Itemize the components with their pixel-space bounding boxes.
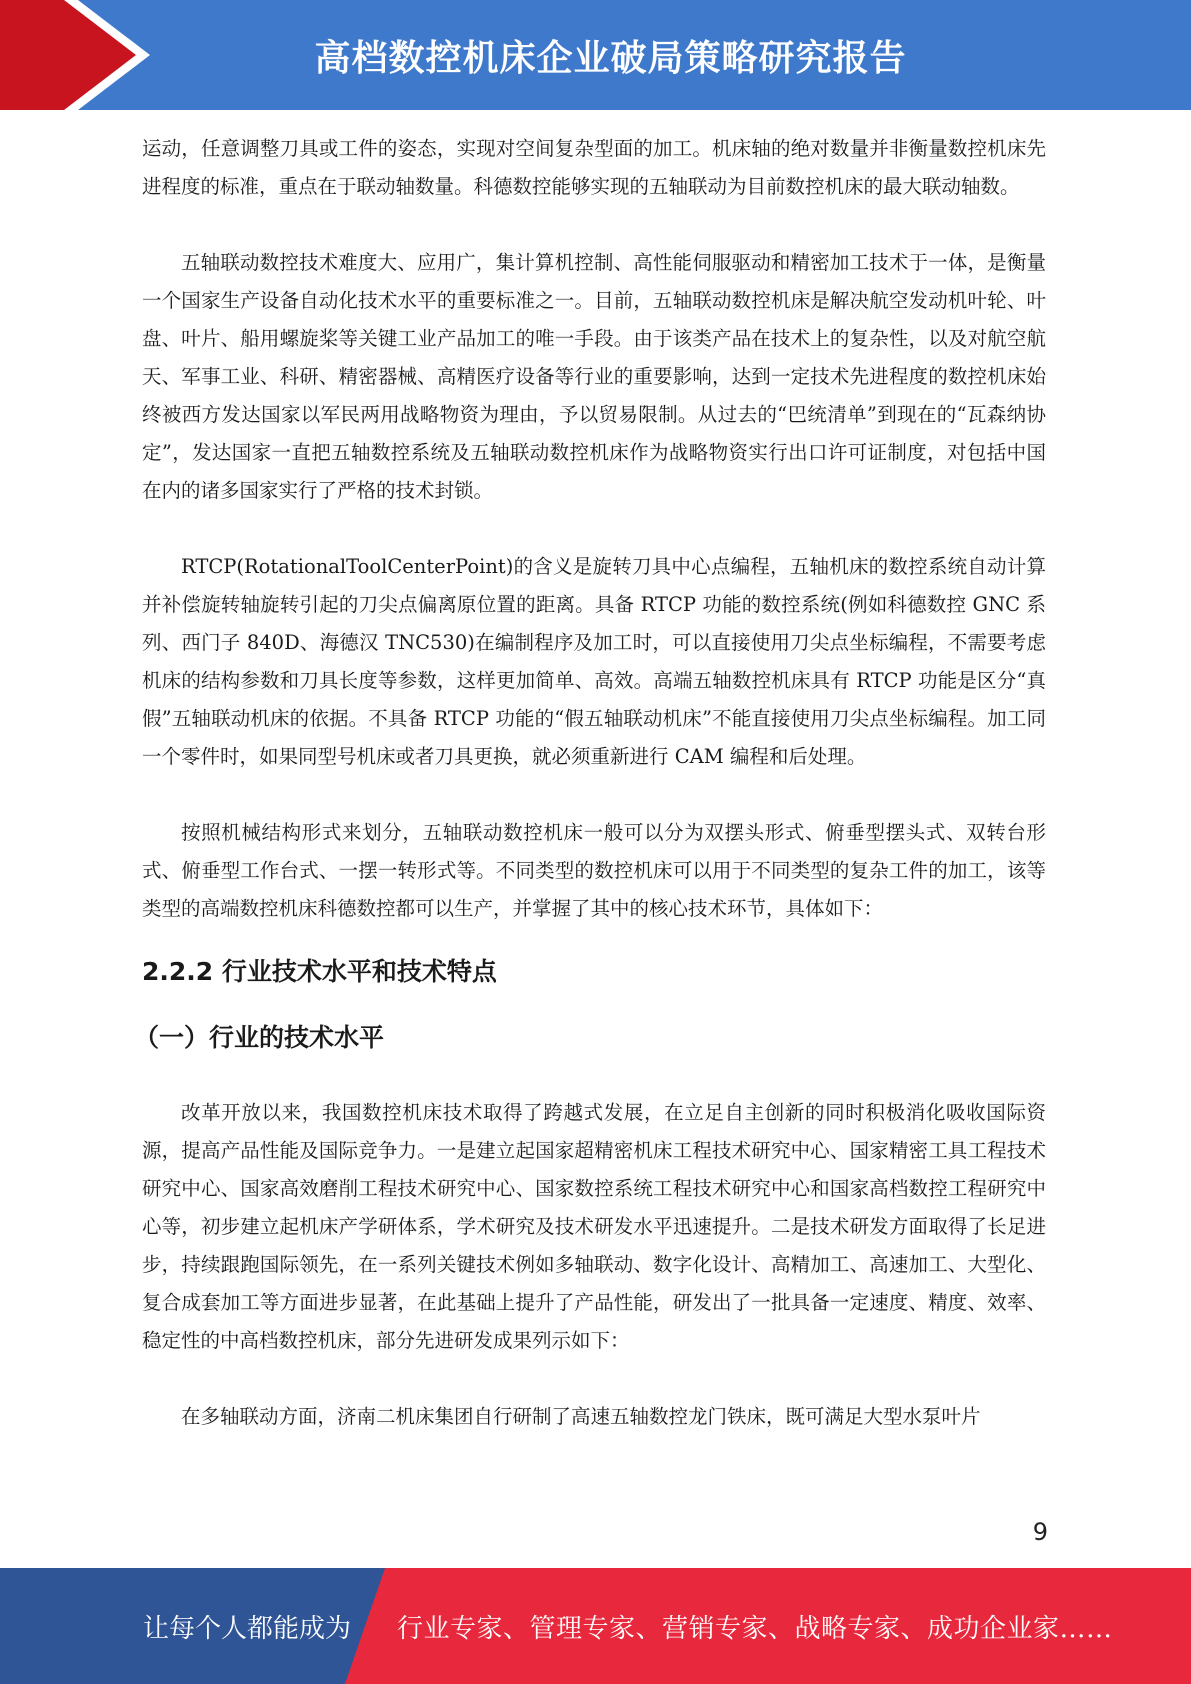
paragraph: 五轴联动数控技术难度大、应用广，集计算机控制、高性能伺服驱动和精密加工技术于一体，是衡量一个国家生产设备自动化技术水平的重要标准之一。目前，五轴联动数控机床是解决航空发动机叶轮、叶盘、叶片、船用螺旋桨等关键工业产品加工的唯一手段。由于该类产品在技术上的复杂性，以及对航空航天、军事工业、科研、精密器械、高精医疗设备等行业的重要影响，达到一定技术先进程度的数控机床始终被西方发达国家以军民两用战略物资为理由，予以贸易限制。从过去的“巴统清单”到现在的“瓦森纳协定”，发达国家一直把五轴数控系统及五轴联动数控机床作为战略物资实行出口许可证制度，对包括中国在内的诸多国家实行了严格的技术封锁。 (142, 251, 1046, 502)
paragraph: 在多轴联动方面，济南二机床集团自行研制了高速五轴数控龙门铁床，既可满足大型水泵叶片 (181, 1405, 981, 1428)
footer-slogan-right: 行业专家、管理专家、营销专家、战略专家、成功企业家…… (397, 1613, 1113, 1644)
page-body (134, 130, 1046, 1436)
footer-slogan-left: 让每个人都能成为 (143, 1613, 352, 1644)
subsection-heading: （一）行业的技术水平 (134, 1023, 385, 1052)
header-arrow-icon (0, 0, 150, 110)
paragraph: 按照机械结构形式来划分，五轴联动数控机床一般可以分为双摆头形式、俯垂型摆头式、双转台形式、俯垂型工作台式、一摆一转形式等。不同类型的数控机床可以用于不同类型的复杂工件的加工，该等类型的高端数控机床科德数控都可以生产，并掌握了其中的核心技术环节，具体如下： (142, 821, 1046, 920)
page-footer (0, 1568, 1191, 1684)
page-number: 9 (1032, 1518, 1048, 1546)
paragraph: 改革开放以来，我国数控机床技术取得了跨越式发展，在立足自主创新的同时积极消化吸收国际资源，提高产品性能及国际竞争力。一是建立起国家超精密机床工程技术研究中心、国家精密工具工程技术研究中心、国家高效磨削工程技术研究中心、国家数控系统工程技术研究中心和国家高档数控工程研究中心等，初步建立起机床产学研体系，学术研究及技术研发水平迅速提升。二是技术研发方面取得了长足进步，持续跟跑国际领先，在一系列关键技术例如多轴联动、数字化设计、高精加工、高速加工、大型化、复合成套加工等方面进步显著，在此基础上提升了产品性能，研发出了一批具备一定速度、精度、效率、稳定性的中高档数控机床，部分先进研发成果列示如下： (142, 1101, 1046, 1352)
page-header (0, 0, 1191, 110)
section-heading: 2.2.2 行业技术水平和技术特点 (142, 957, 497, 986)
paragraph: 运动，任意调整刀具或工件的姿态，实现对空间复杂型面的加工。机床轴的绝对数量并非衡量数控机床先进程度的标准，重点在于联动轴数量。科德数控能够实现的五轴联动为目前数控机床的最大联动轴数。 (142, 137, 1046, 198)
paragraph: RTCP(RotationalToolCenterPoint)的含义是旋转刀具中心点编程，五轴机床的数控系统自动计算并补偿旋转轴旋转引起的刀尖点偏离原位置的距离。具备 RTCP 功能的数控系统(例如科德数控 GNC 系列、西门子 840D、海德汉 TNC530)在编制程序及加工时，可以直接使用刀尖点坐标编程，不需要考虑机床的结构参数和刀具长度等参数，这样更加简单、高效。高端五轴数控机床具有 RTCP 功能是区分“真假”五轴联动机床的依据。不具备 RTCP 功能的“假五轴联动机床”不能直接使用刀尖点坐标编程。加工同一个零件时，如果同型号机床或者刀具更换，就必须重新进行 CAM 编程和后处理。 (142, 555, 1046, 768)
report-title: 高档数控机床企业破局策略研究报告 (314, 37, 907, 79)
